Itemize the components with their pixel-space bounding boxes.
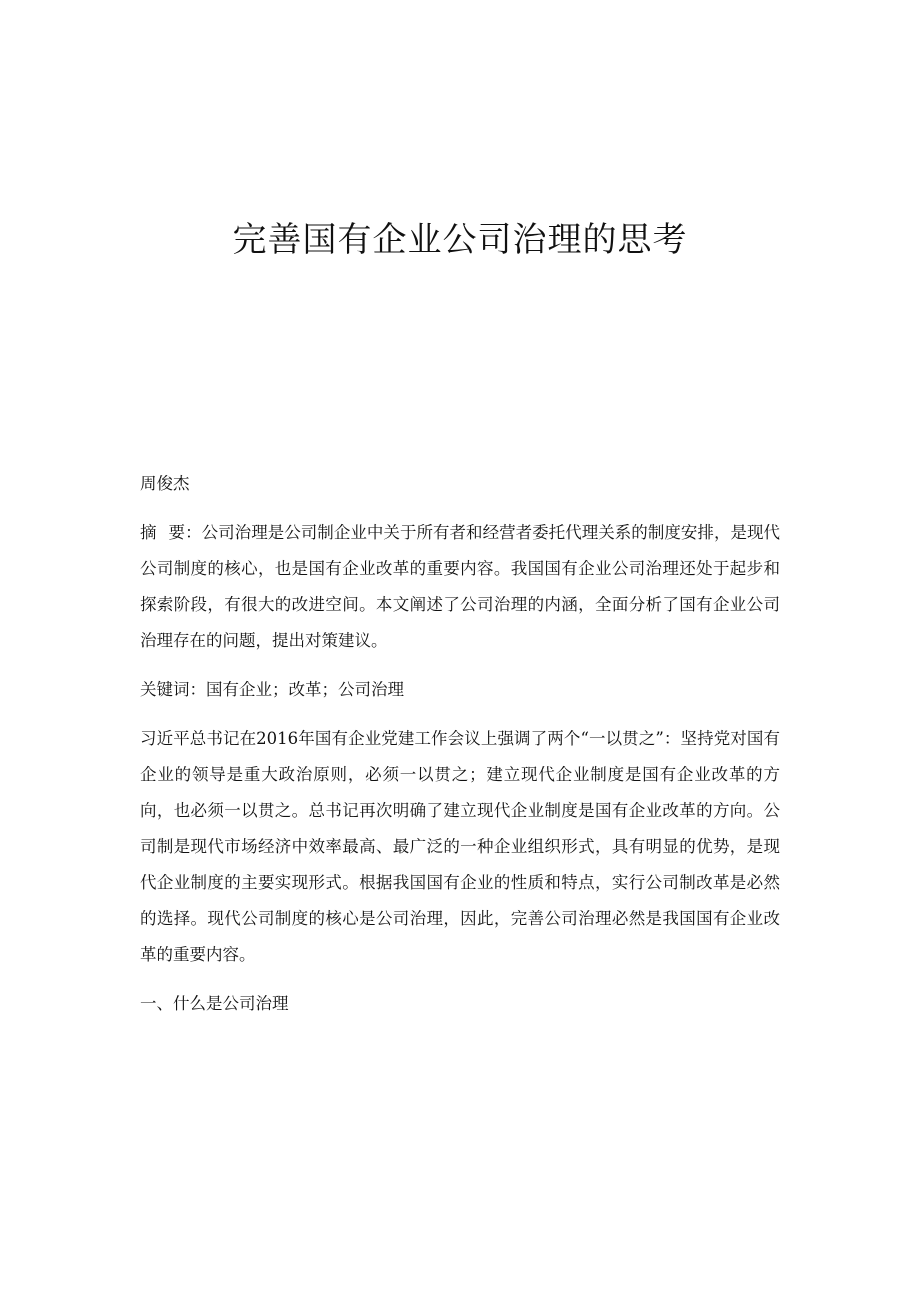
- keywords-paragraph: [140, 672, 780, 708]
- section-heading: 一、什么是公司治理: [140, 994, 289, 1013]
- keywords-text: 国有企业；改革；公司治理: [206, 680, 404, 699]
- author-name: 周俊杰: [140, 474, 190, 493]
- abstract-paragraph: [140, 515, 780, 659]
- document-body: [140, 466, 780, 1035]
- document-title: 完善国有企业公司治理的思考: [232, 220, 688, 260]
- intro-paragraph: 习近平总书记在2016年国有企业党建工作会议上强调了两个“一以贯之”：坚持党对国有企业的领导是重大政治原则，必须一以贯之；建立现代企业制度是国有企业改革的方向，也必须一以贯之。总书记再次明确了建立现代企业制度是国有企业改革的方向。公司制是现代市场经济中效率最高、最广泛的一种企业组织形式，具有明显的优势，是现代企业制度的主要实现形式。根据我国国有企业的性质和特点，实行公司制改革是必然的选择。现代公司制度的核心是公司治理，因此，完善公司治理必然是我国国有企业改革的重要内容。: [140, 729, 780, 964]
- abstract-text: 公司治理是公司制企业中关于所有者和经营者委托代理关系的制度安排，是现代公司制度的核心，也是国有企业改革的重要内容。我国国有企业公司治理还处于起步和探索阶段，有很大的改进空间。本文阐述了公司治理的内涵，全面分析了国有企业公司治理存在的问题，提出对策建议。: [140, 523, 781, 650]
- abstract-label-first: 摘: [140, 523, 157, 542]
- keywords-label: 关键词：: [140, 680, 206, 699]
- abstract-label-second: 要：: [168, 523, 202, 542]
